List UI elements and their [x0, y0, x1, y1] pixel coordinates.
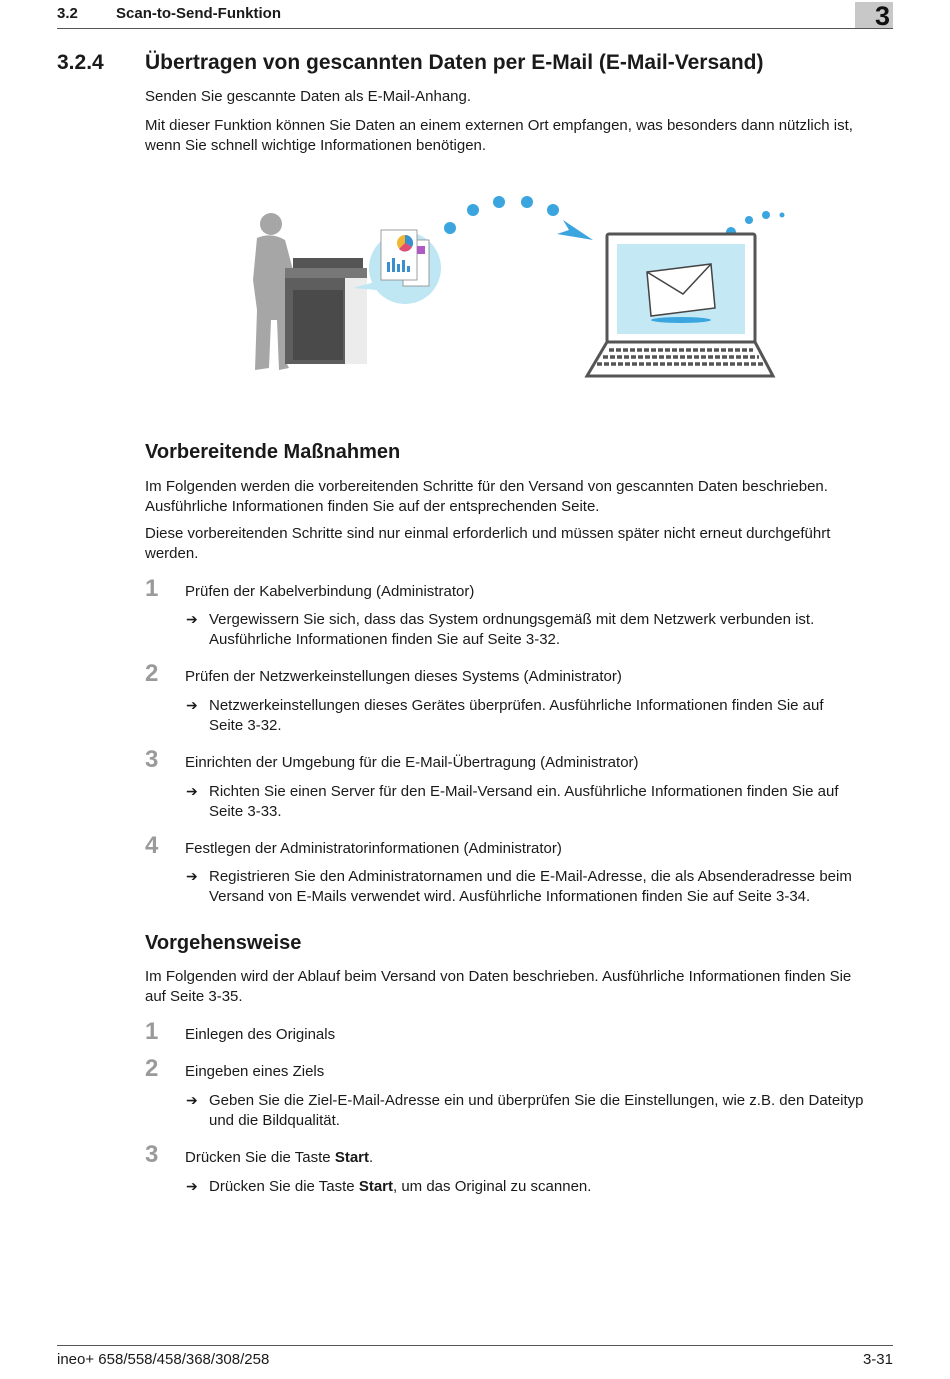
arrow-icon: ➔: [186, 1178, 198, 1194]
transmission-dots: [444, 196, 559, 234]
prep-line: Ausführliche Informationen finden Sie auf der entsprechenden Seite.: [145, 497, 600, 515]
prep-line: Im Folgenden werden die vorbereitenden Schritte für den Versand von gescannten Daten beschrieben.: [145, 478, 828, 495]
step-text-part: .: [369, 1149, 374, 1166]
detail-line: Ausführliche Informationen finden Sie auf Seite 3-32.: [209, 630, 561, 648]
running-header-number: 3.2: [57, 5, 78, 22]
prep-step-3-number: 3: [145, 746, 159, 773]
arrow-icon: ➔: [186, 611, 198, 627]
detail-line: Versand von E-Mails verwendet wird. Ausführliche Informationen finden Sie auf Seite 3-34.: [209, 887, 811, 905]
prep-step-1-text: Prüfen der Kabelverbindung (Administrator): [185, 583, 475, 600]
prep-line: Diese vorbereitenden Schritte sind nur einmal erforderlich und müssen später nicht erneut durchgeführt: [145, 525, 831, 542]
intro-line: Mit dieser Funktion können Sie Daten an einem externen Ort empfangen, was besonders dann nützlich ist,: [145, 117, 853, 134]
detail-part: , um das Original zu scannen.: [393, 1178, 592, 1195]
prep-step-4-detail: [209, 867, 894, 906]
prep-step-1-detail: [209, 610, 894, 649]
proc-paragraph: [145, 967, 895, 1006]
proc-step-3-number: 3: [145, 1141, 159, 1168]
proc-line: Im Folgenden wird der Ablauf beim Versand von Daten beschrieben. Ausführliche Informationen finden Sie: [145, 968, 852, 985]
arrow-icon: [557, 220, 593, 240]
detail-line: Richten Sie einen Server für den E-Mail-Versand ein. Ausführliche Informationen finden Sie auf: [209, 783, 839, 800]
detail-line: Netzwerkeinstellungen dieses Gerätes überprüfen. Ausführliche Informationen finden Sie auf: [209, 697, 824, 714]
proc-heading: Vorgehensweise: [145, 932, 302, 954]
proc-step-3-text: [185, 1148, 373, 1168]
section-number: 3.2.4: [57, 51, 104, 74]
scan-to-email-illustration: [235, 190, 795, 390]
intro-paragraph-1: Senden Sie gescannte Daten als E-Mail-Anhang.: [145, 88, 472, 105]
footer-page-number: 3-31: [862, 1351, 893, 1368]
arrow-icon: ➔: [186, 783, 198, 799]
arrow-icon: ➔: [186, 868, 198, 884]
detail-line: Registrieren Sie den Administratornamen und die E-Mail-Adresse, die als Absenderadresse beim: [209, 868, 852, 885]
prep-line: werden.: [145, 544, 199, 562]
proc-step-2-number: 2: [145, 1055, 159, 1082]
intro-paragraph-2: [145, 116, 895, 155]
proc-step-2-text: Eingeben eines Ziels: [185, 1063, 325, 1080]
arrow-icon: ➔: [186, 1092, 198, 1108]
chapter-tab: [855, 1, 893, 31]
proc-step-3-detail: [209, 1177, 894, 1197]
footer-model: ineo+ 658/558/458/368/308/258: [57, 1351, 270, 1368]
prep-step-2-text: Prüfen der Netzwerkeinstellungen dieses Systems (Administrator): [185, 668, 622, 685]
prep-heading: Vorbereitende Maßnahmen: [145, 441, 401, 463]
arrow-icon: ➔: [186, 697, 198, 713]
detail-line: Vergewissern Sie sich, dass das System ordnungsgemäß mit dem Netzwerk verbunden ist.: [209, 611, 815, 628]
running-header-title: Scan-to-Send-Funktion: [116, 5, 281, 22]
footer-rule: [57, 1345, 893, 1346]
detail-line: Geben Sie die Ziel-E-Mail-Adresse ein und überprüfen Sie die Einstellungen, wie z.B. den Dateityp: [209, 1092, 864, 1109]
proc-step-2-detail: [209, 1091, 894, 1130]
start-key-label: Start: [334, 1149, 369, 1166]
prep-step-4-text: Festlegen der Administratorinformationen (Administrator): [185, 840, 562, 857]
step-text-part: Drücken Sie die Taste: [185, 1149, 335, 1166]
copier-icon: [285, 258, 367, 364]
prep-step-1-number: 1: [145, 575, 159, 602]
intro-line: wenn Sie schnell wichtige Informationen benötigen.: [145, 136, 487, 154]
prep-step-3-detail: [209, 782, 894, 821]
detail-line: und die Bildqualität.: [209, 1111, 340, 1129]
prep-step-3-text: Einrichten der Umgebung für die E-Mail-Übertragung (Administrator): [185, 754, 639, 771]
proc-step-1-number: 1: [145, 1018, 159, 1045]
start-key-label: Start: [358, 1178, 393, 1195]
prep-paragraph-2: [145, 524, 895, 563]
header-rule: [57, 28, 893, 29]
chapter-number: 3: [874, 1, 890, 31]
proc-step-1-text: Einlegen des Originals: [185, 1026, 336, 1043]
detail-part: Drücken Sie die Taste: [209, 1178, 359, 1195]
proc-line: auf Seite 3-35.: [145, 987, 243, 1005]
prep-step-4-number: 4: [145, 832, 159, 859]
prep-step-2-detail: [209, 696, 894, 735]
detail-line: Seite 3-33.: [209, 802, 282, 820]
prep-paragraph-1: [145, 477, 895, 516]
section-title: Übertragen von gescannten Daten per E-Mail (E-Mail-Versand): [145, 51, 764, 74]
detail-line: Seite 3-32.: [209, 716, 282, 734]
envelope-icon: [647, 264, 715, 316]
prep-step-2-number: 2: [145, 660, 159, 687]
